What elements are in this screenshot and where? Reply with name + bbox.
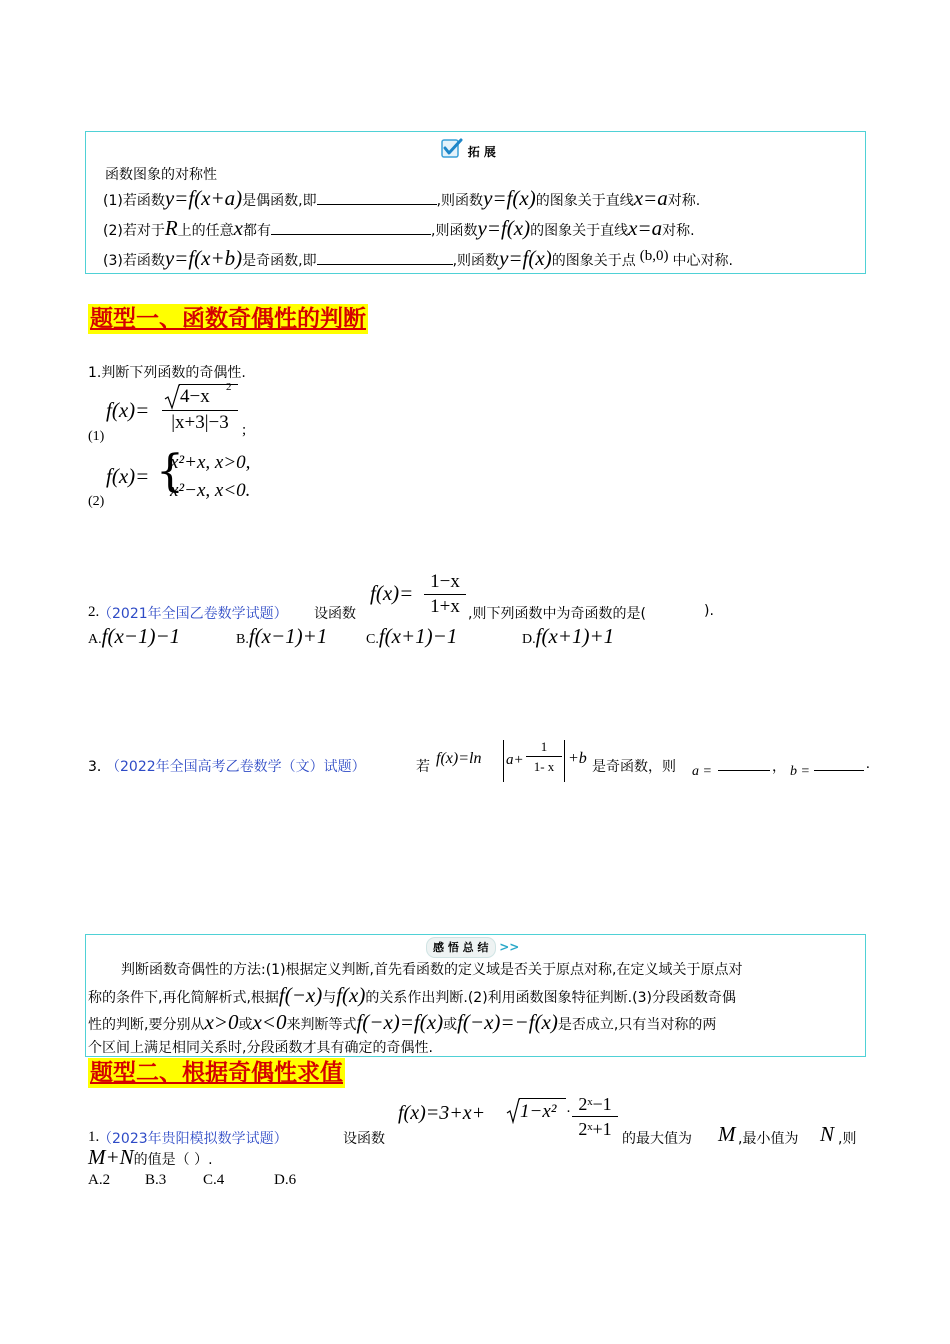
s2-q1-options	[88, 1172, 488, 1192]
s2-option-d[interactable]: D.6	[274, 1172, 297, 1188]
q1-stem: 1.判断下列函数的奇偶性.	[88, 365, 246, 381]
double-chevron-icon: >>	[499, 940, 520, 954]
summary-header	[426, 937, 519, 958]
s2-option-c[interactable]: C.4	[203, 1172, 225, 1188]
q2-option-b[interactable]: B.f(x−1)+1	[236, 624, 328, 648]
check-badge-icon	[440, 137, 464, 166]
s2-fraction: $\frac{\text{2ˣ−1}}{\text{2ˣ+1}}$	[572, 1092, 618, 1141]
q1-part1-fraction: 4−x 2 |x+3|−3	[162, 384, 238, 435]
expand-title: 拓 展	[467, 145, 496, 159]
answer-blank[interactable]	[317, 252, 453, 265]
answer-blank[interactable]	[718, 758, 770, 771]
summary-line-4: 个区间上满足相同关系时,分段函数才具有确定的奇偶性.	[88, 1040, 433, 1056]
expand-header	[440, 137, 496, 166]
q2-option-a[interactable]: A.f(x−1)−1	[88, 624, 181, 648]
q2-option-c[interactable]: C.f(x+1)−1	[366, 624, 458, 648]
summary-tag: 感 悟 总 结	[426, 937, 496, 958]
s2-option-a[interactable]: A.2	[88, 1172, 111, 1188]
q2-fraction: $\frac{1-x}{1+x}$	[424, 570, 466, 619]
abs-bar-left	[503, 740, 504, 782]
section1-title: 题型一、函数奇偶性的判断	[90, 306, 366, 332]
expand-subtitle: 函数图象的对称性	[105, 167, 217, 183]
section2-title: 题型二、根据奇偶性求值	[90, 1060, 343, 1086]
sqrt-icon	[164, 384, 180, 410]
answer-blank[interactable]	[271, 222, 431, 235]
expand-line-2: (2)若对于R上的任意x都有 ,则函数y=f(x)的图象关于直线x=a对称.	[103, 216, 695, 240]
expand-line-1: (1)若函数y=f(x+a)是偶函数,即 ,则函数y=f(x)的图象关于直线x=a对称.	[103, 186, 701, 210]
expand-line-3: (3)若函数y=f(x+b)是奇函数,即 ,则函数y=f(x)的图象关于点 (b,0) 中心对称.	[103, 246, 733, 270]
q1-part2: (2) f(x)= { x²+x, x>0, x²−x, x<0.	[88, 446, 251, 509]
summary-line-3: 性的判断,要分别从x>0或x<0来判断等式f(−x)=f(x)或f(−x)=−f(x)是否成立,只有当对称的两	[88, 1010, 717, 1034]
q2: 2. （2021年全国乙卷数学试题） 设函数 f(x)= $\frac{1-x}{1+x}$ ,则下列函数中为奇函数的是( ).	[88, 571, 714, 622]
brace-icon: {	[156, 446, 184, 497]
s2-option-b[interactable]: B.3	[145, 1172, 167, 1188]
answer-blank[interactable]	[317, 192, 437, 205]
s2-sqrt: 1−x²	[506, 1098, 566, 1124]
answer-blank[interactable]	[814, 758, 864, 771]
s2-q1-line2: M+N的值是（ ）.	[88, 1145, 213, 1169]
summary-line-2: 称的条件下,再化简解析式,根据f(−x)与f(x)的关系作出判断.(2)利用函数图象特征判断.(3)分段函数奇偶	[88, 983, 736, 1007]
q3: 3． （2022年全国高考乙卷数学（文）试题） 若 f(x)=ln a+ $\frac{1}{1- x}$ +b 是奇函数，则 a = ， b = .	[88, 738, 878, 786]
q2-option-d[interactable]: D.f(x+1)+1	[522, 624, 615, 648]
sqrt-icon	[506, 1098, 520, 1124]
summary-line-1: 判断函数奇偶性的方法:(1)根据定义判断,首先看函数的定义域是否关于原点对称,在定义域关于原点对	[121, 962, 743, 978]
q3-fraction: $\frac{1}{1- x}$	[526, 738, 562, 777]
q2-options	[88, 624, 788, 652]
s2-q1: 1. （2023年贵阳模拟数学试题） 设函数 f(x)=3+x+ 1−x² · $\frac{\text{2ˣ−1}}{\text{2ˣ+1}}$ 的最大值为 M ,最小值为 N ,则	[88, 1094, 857, 1147]
q1-part1: (1) f(x)= 4−x 2 |x+3|−3 ;	[88, 381, 247, 444]
abs-bar-right	[564, 740, 565, 782]
